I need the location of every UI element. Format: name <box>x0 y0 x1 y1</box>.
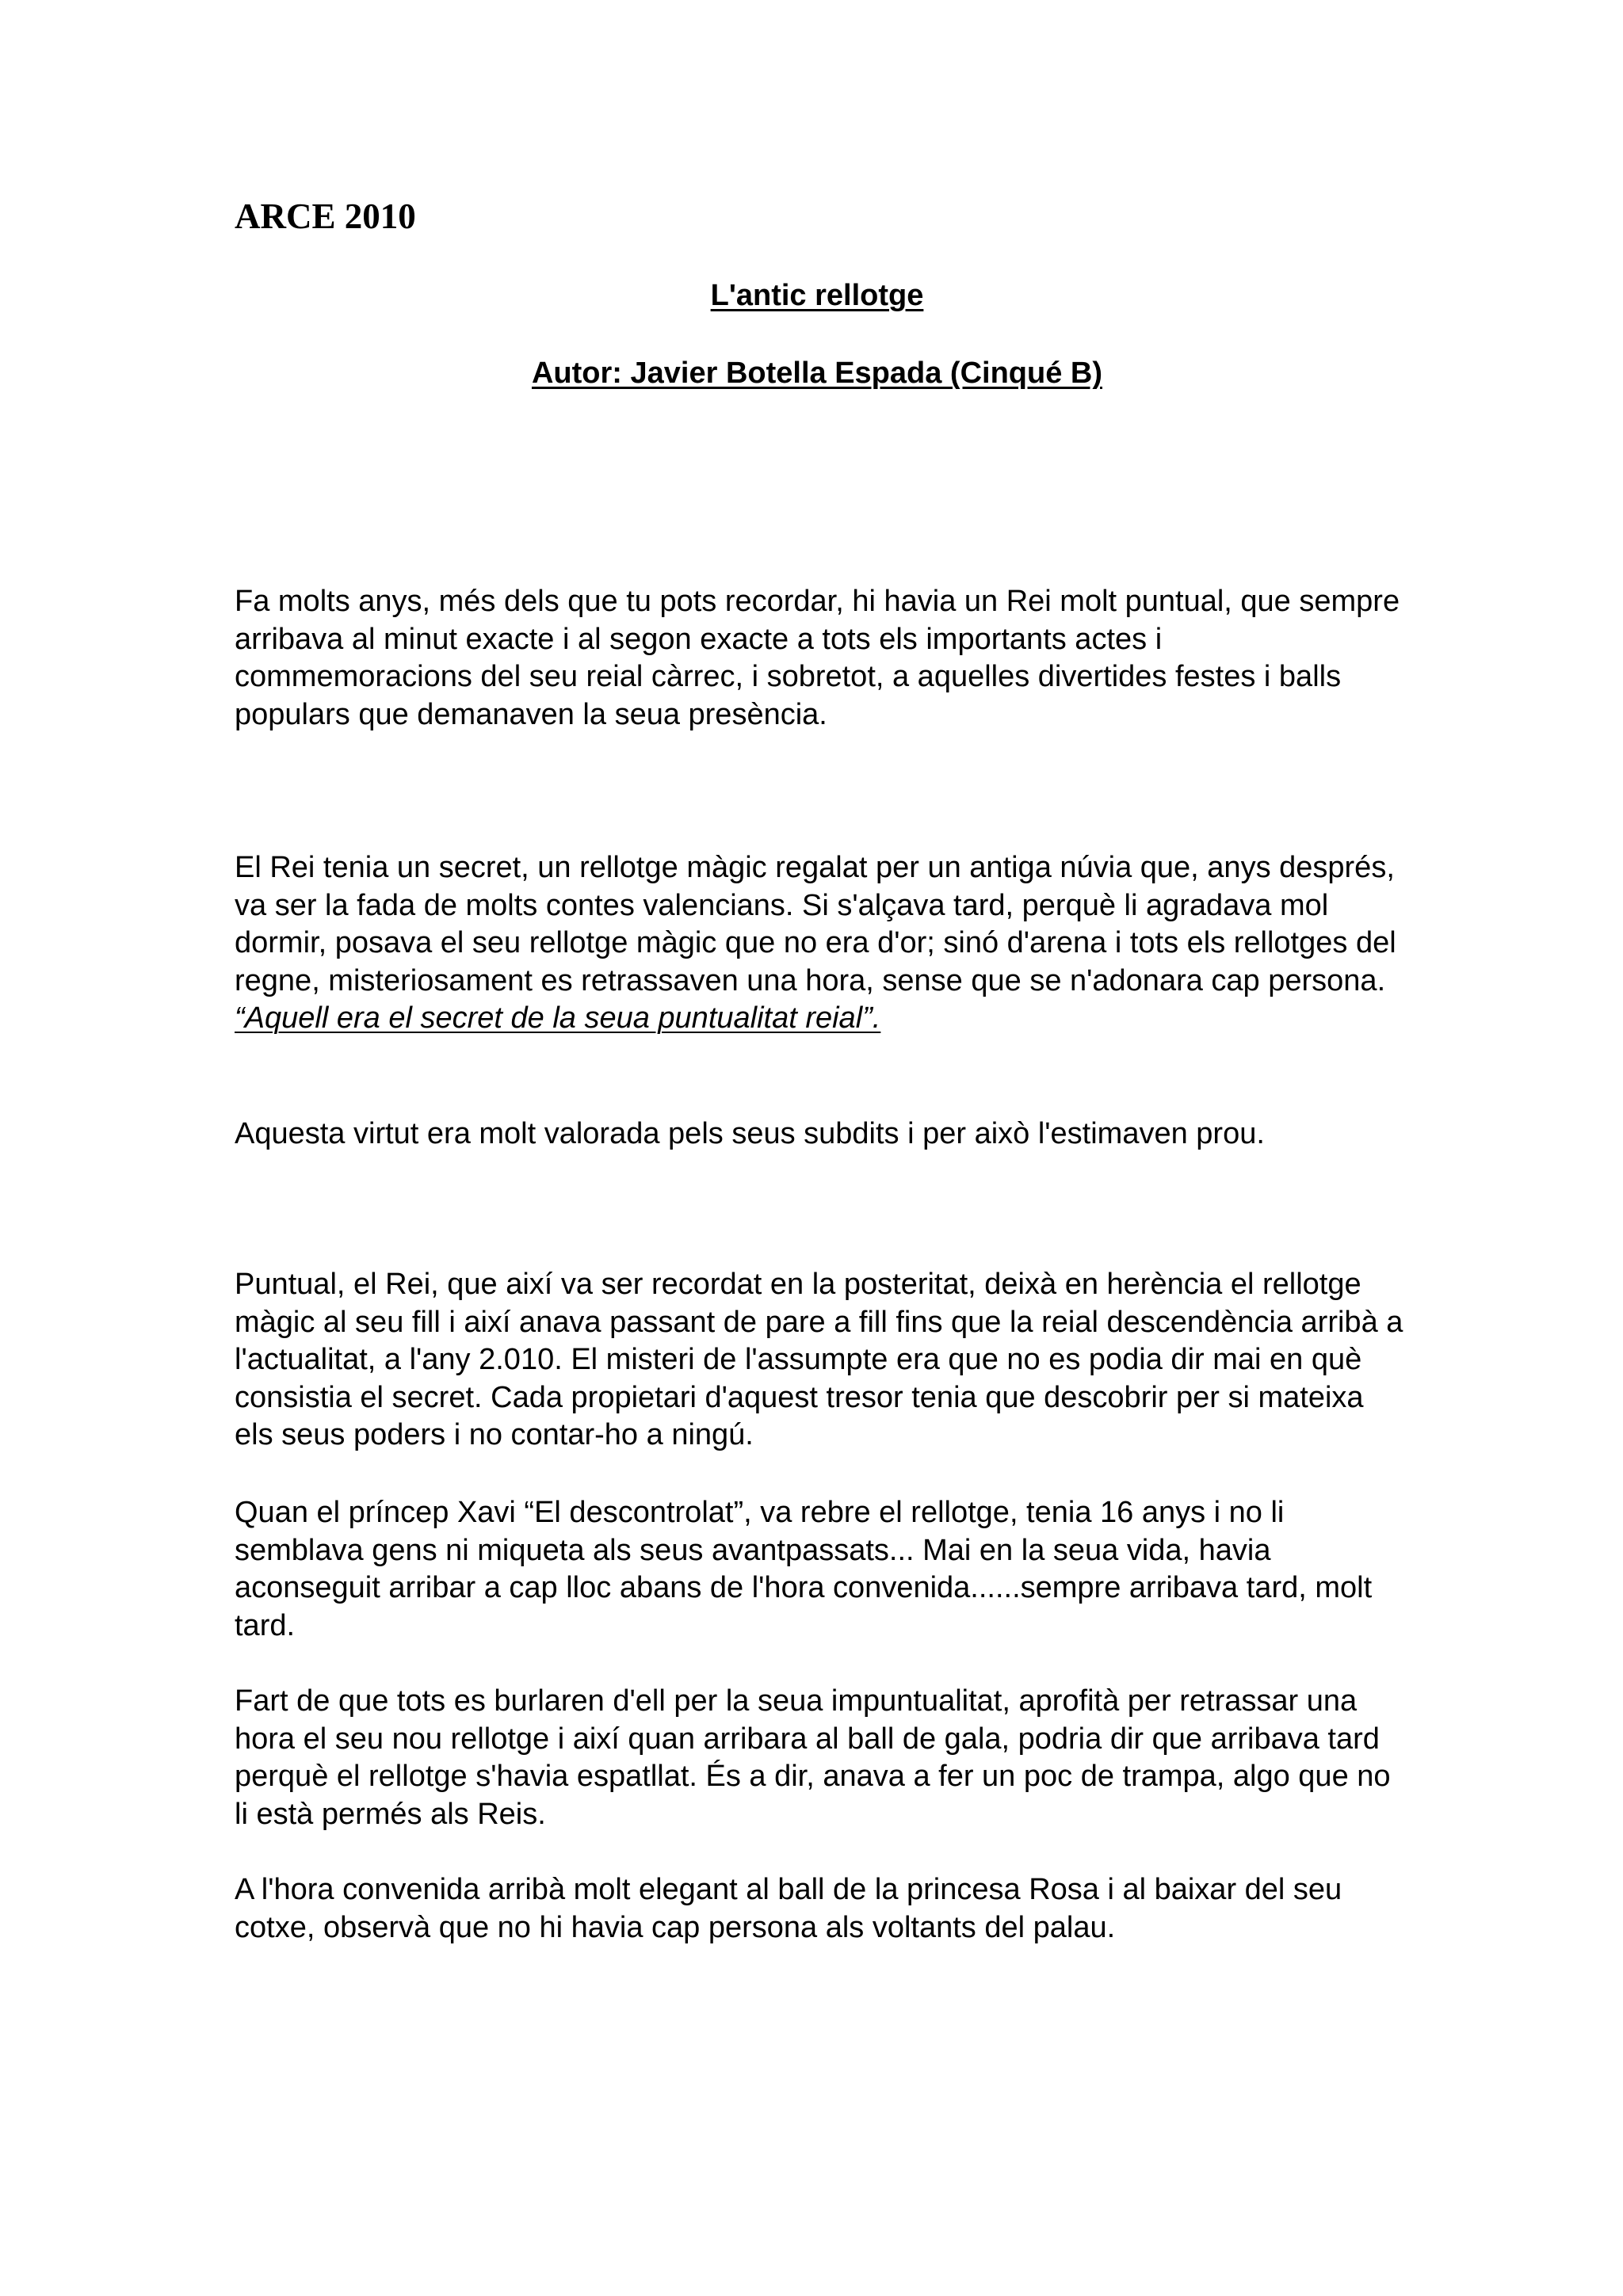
paragraph-7: A l'hora convenida arribà molt elegant al ball de la princesa Rosa i al baixar del seu cotxe, observà que no hi havia cap persona als voltants del palau. <box>235 1873 1342 1944</box>
paragraph-2 <box>235 849 1407 1038</box>
story-author: Autor: Javier Botella Espada (Cinqué B) <box>531 357 1102 390</box>
paragraph-3: Aquesta virtut era molt valorada pels seus subdits i per això l'estimaven prou. <box>235 1117 1265 1150</box>
paragraph-5: Quan el príncep Xavi “El descontrolat”, va rebre el rellotge, tenia 16 anys i no li semblava gens ni miqueta als seus avantpassats... Mai en la seua vida, havia aconseguit arribar a cap lloc abans de l'hora convenida......sempre arribava tard, molt tard. <box>235 1496 1373 1642</box>
secret-quote: “Aquell era el secret de la seua puntualitat reial”. <box>235 1001 881 1035</box>
document-header: ARCE 2010 <box>235 196 416 236</box>
paragraph-1: Fa molts anys, més dels que tu pots recordar, hi havia un Rei molt puntual, que sempre arribava al minut exacte i al segon exacte a tots els importants actes i commemoracions del seu reial càrrec, i sobretot, a aquelles divertides festes i balls populars que demanaven la seua presència. <box>235 585 1400 731</box>
story-title: L'antic rellotge <box>710 279 924 312</box>
paragraph-6: Fart de que tots es burlaren d'ell per la seua impuntualitat, aprofità per retrassar una hora el seu nou rellotge i així quan arribara al ball de gala, podria dir que arribava tard perquè el rellotge s'havia espatllat. És a dir, anava a fer un poc de trampa, algo que no li està permés als Reis. <box>235 1684 1391 1831</box>
paragraph-2-text: El Rei tenia un secret, un rellotge màgic regalat per un antiga núvia que, anys després, va ser la fada de molts contes valencians. Si s'alçava tard, perquè li agradava mol dormir, posava el seu rellotge màgic que no era d'or; sinó d'arena i tots els rellotges del regne, misteriosament es retrassaven una hora, sense que se n'adonara cap persona. <box>235 851 1396 997</box>
paragraph-4: Puntual, el Rei, que així va ser recordat en la posteritat, deixà en herència el rellotge màgic al seu fill i així anava passant de pare a fill fins que la reial descendència arribà a l'actualitat, a l'any 2.010. El misteri de l'assumpte era que no es podia dir mai en què consistia el secret. Cada propietari d'aquest tresor tenia que descobrir per si mateixa els seus poders i no contar-ho a ningú. <box>235 1268 1403 1451</box>
